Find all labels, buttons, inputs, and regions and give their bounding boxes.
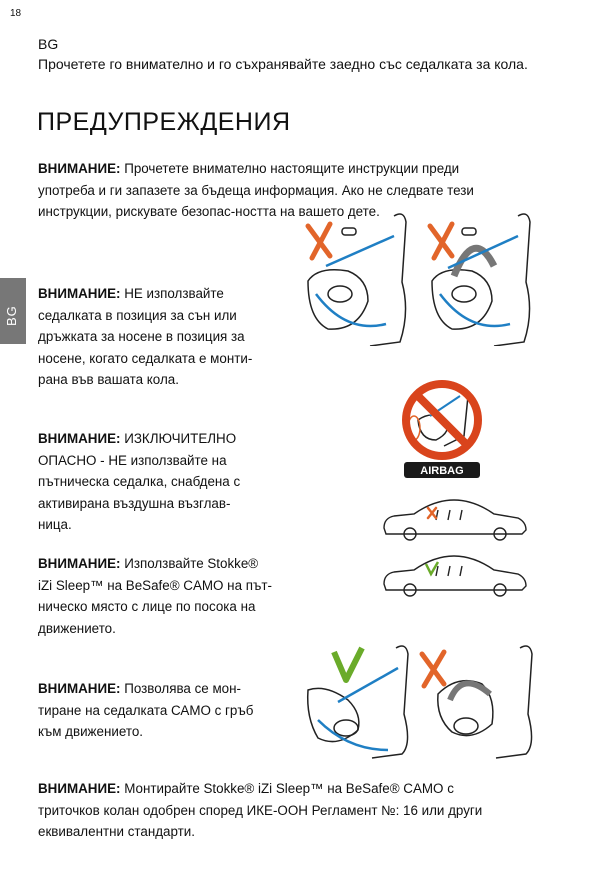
- check-icon: [334, 648, 362, 680]
- warning-label: ВНИМАНИЕ:: [38, 161, 121, 176]
- page-title: ПРЕДУПРЕЖДЕНИЯ: [37, 108, 291, 136]
- language-code: BG: [38, 36, 59, 52]
- carry-handle: [450, 683, 490, 700]
- car-icon: [384, 500, 526, 540]
- seat-belt: [448, 236, 518, 268]
- warning-3: [38, 428, 264, 536]
- warning-label: ВНИМАНИЕ:: [38, 781, 121, 796]
- cross-icon: [430, 224, 452, 258]
- seat-belt: [440, 294, 510, 326]
- language-tab: [0, 278, 26, 344]
- warning-text: Използвайте Stokke® iZi Sleep™ на BeSafe® CAMO на път-ническо място с лице по посока на движението.: [38, 556, 272, 636]
- prohibition-icon: [406, 384, 478, 456]
- seat-belt: [316, 294, 386, 326]
- warning-2: [38, 283, 278, 391]
- car-seat-icon: [438, 646, 532, 758]
- warning-text: Монтирайте Stokke® iZi Sleep™ на BeSafe® CAMO с триточков колан одобрен според ИКЕ-ООН Регламент №: 16 или други еквивалентни стандарти.: [38, 781, 483, 840]
- warning-5: [38, 678, 274, 743]
- warning-text: ИЗКЛЮЧИТЕЛНО ОПАСНО - НЕ използвайте на пътническа седалка, снабдена с активирана въздушна възглав-ница.: [38, 431, 241, 533]
- warning-text: Позволява се мон-тиране на седалката САМО с гръб към движението.: [38, 681, 254, 740]
- warning-label: ВНИМАНИЕ:: [38, 556, 121, 571]
- warning-4: [38, 553, 274, 639]
- airbag-prohibition-illustration: [400, 376, 484, 480]
- car-position-illustration: [380, 494, 530, 604]
- intro-text: Прочетете го внимателно и го съхранявайте заедно със седалката за кола.: [38, 56, 528, 72]
- seat-belt: [326, 236, 394, 266]
- facing-direction-illustration: [298, 640, 538, 762]
- airbag-label: AIRBAG: [420, 465, 464, 477]
- warning-label: ВНИМАНИЕ:: [38, 286, 121, 301]
- car-icon: [384, 556, 526, 596]
- warning-label: ВНИМАНИЕ:: [38, 431, 121, 446]
- cross-icon: [308, 224, 330, 258]
- cross-icon: [422, 652, 444, 686]
- warning-text: Прочетете внимателно настоящите инструкции преди употреба и ги запазете за бъдеща информация. Ако не следвате тези инструкции, рискувате безопас-ността на вашето дете.: [38, 161, 474, 220]
- warning-text: НЕ използвайте седалката в позиция за сън или дръжката за носене в позиция за носене, когато седалката е монти-рана във вашата кола.: [38, 286, 253, 388]
- warning-6: [38, 778, 516, 843]
- cross-icon: [428, 508, 436, 518]
- handle-position-illustration: [298, 206, 538, 346]
- language-tab-label: BG: [4, 305, 19, 326]
- warning-label: ВНИМАНИЕ:: [38, 681, 121, 696]
- page-number: 18: [10, 8, 22, 19]
